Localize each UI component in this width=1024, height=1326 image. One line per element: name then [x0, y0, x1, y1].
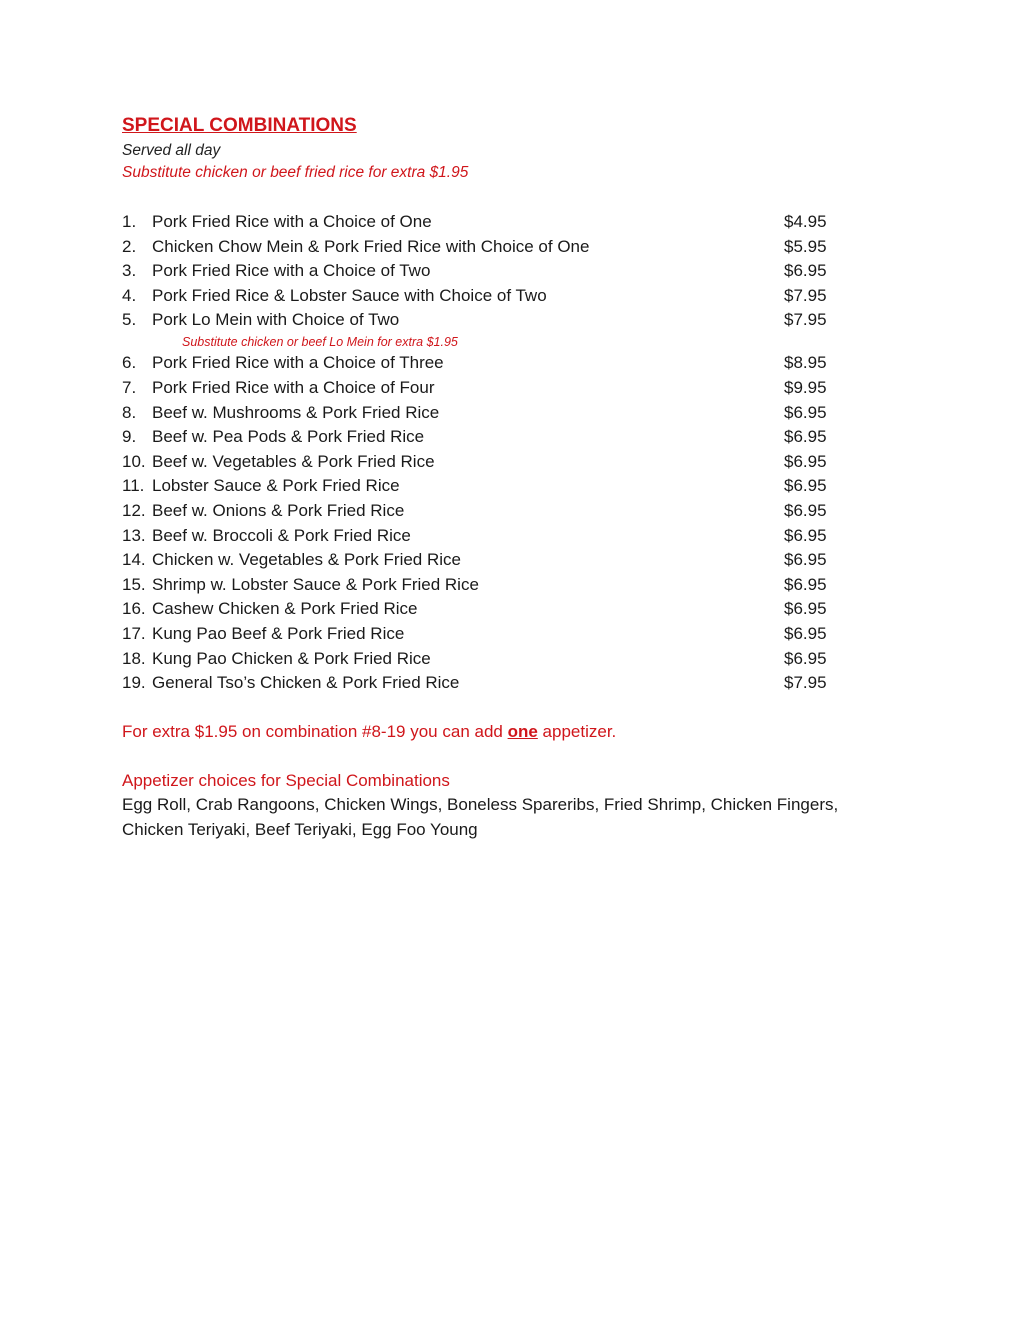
item-number: 2.: [122, 236, 137, 256]
menu-item: [122, 622, 882, 647]
item-price: $6.95: [784, 261, 827, 281]
menu-item: [122, 450, 882, 475]
menu-item: [122, 308, 882, 333]
appetizer-addon-note: [122, 720, 882, 744]
item-name: Pork Fried Rice & Lobster Sauce with Choice of Two: [152, 285, 547, 305]
item-number: 15.: [122, 574, 146, 594]
item-name: Beef w. Mushrooms & Pork Fried Rice: [152, 402, 440, 422]
menu-item: [122, 284, 882, 309]
addon-note-start: For extra $1.95 on combination #8-19 you can add: [122, 721, 508, 741]
item-number: 6.: [122, 353, 137, 373]
appetizer-heading: Appetizer choices for Special Combinations: [122, 770, 450, 790]
item-number: 18.: [122, 648, 146, 668]
item-price: $4.95: [784, 212, 827, 231]
item-price: $6.95: [784, 501, 827, 521]
item-name: Beef w. Pea Pods & Pork Fried Rice: [152, 427, 425, 447]
item-price: $9.95: [784, 378, 827, 398]
item-number: 8.: [122, 402, 137, 422]
item-name: General Tso’s Chicken & Pork Fried Rice: [152, 673, 460, 693]
menu-page: [122, 114, 882, 843]
item-name: Pork Fried Rice with a Choice of Four: [152, 378, 435, 398]
item-price: $6.95: [784, 402, 827, 422]
item-price: $6.95: [784, 476, 827, 496]
item-number: 10.: [122, 451, 146, 471]
item-name: Kung Pao Beef & Pork Fried Rice: [152, 624, 405, 643]
menu-item: [122, 425, 882, 450]
item-name: Shrimp w. Lobster Sauce & Pork Fried Rice: [152, 574, 479, 594]
menu-item: [122, 474, 882, 499]
item-substitute-note: Substitute chicken or beef Lo Mein for extra $1.95: [182, 334, 458, 349]
menu-item: [122, 499, 882, 524]
item-number: 14.: [122, 550, 146, 570]
item-name: Beef w. Onions & Pork Fried Rice: [152, 501, 405, 521]
item-price: $6.95: [784, 451, 827, 471]
item-number: 12.: [122, 501, 146, 521]
menu-item: [122, 573, 882, 598]
addon-note-emphasis: one: [507, 721, 538, 741]
item-price: $7.95: [784, 673, 827, 693]
item-name: Beef w. Vegetables & Pork Fried Rice: [152, 451, 435, 471]
item-name: Pork Fried Rice with a Choice of Three: [152, 353, 444, 373]
menu-item: [122, 210, 882, 235]
menu-item: [122, 235, 882, 260]
menu-item: [122, 259, 882, 284]
item-number: 4.: [122, 285, 137, 305]
item-name: Pork Fried Rice with a Choice of Two: [152, 261, 431, 281]
item-number: 19.: [122, 673, 146, 693]
menu-item: [122, 351, 882, 376]
item-price: $8.95: [784, 353, 827, 373]
item-price: $6.95: [784, 599, 827, 619]
item-number: 3.: [122, 261, 137, 281]
item-price: $6.95: [784, 427, 827, 447]
item-number: 11.: [122, 476, 145, 496]
combination-list: [122, 210, 882, 696]
addon-note-end: appetizer.: [537, 721, 617, 741]
menu-item: [122, 671, 882, 696]
item-price: $7.95: [784, 310, 827, 330]
item-number: 7.: [122, 378, 137, 398]
item-price: $6.95: [784, 574, 827, 594]
item-number: 9.: [122, 427, 137, 447]
served-note: Served all day: [122, 142, 221, 159]
item-number: 17.: [122, 624, 146, 643]
item-price: $6.95: [784, 550, 827, 570]
item-name: Pork Fried Rice with a Choice of One: [152, 212, 432, 231]
appetizer-list: Egg Roll, Crab Rangoons, Chicken Wings, Boneless Spareribs, Fried Shrimp, Chicken Fingers, Chicken Teriyaki, Beef Teriyaki, Egg Foo Young: [122, 795, 839, 839]
substitute-note: Substitute chicken or beef fried rice for extra $1.95: [122, 164, 469, 181]
menu-item: [122, 524, 882, 549]
item-price: $6.95: [784, 525, 827, 545]
item-name: Pork Lo Mein with Choice of Two: [152, 310, 400, 330]
item-name: Cashew Chicken & Pork Fried Rice: [152, 599, 418, 619]
item-number: 5.: [122, 310, 137, 330]
menu-item: [122, 376, 882, 401]
item-price: $6.95: [784, 624, 827, 643]
item-name: Chicken Chow Mein & Pork Fried Rice with Choice of One: [152, 236, 590, 256]
item-price: $6.95: [784, 648, 827, 668]
item-name: Kung Pao Chicken & Pork Fried Rice: [152, 648, 431, 668]
item-name: Chicken w. Vegetables & Pork Fried Rice: [152, 550, 461, 570]
item-price: $7.95: [784, 285, 827, 305]
menu-item: [122, 548, 882, 573]
item-number: 1.: [122, 212, 137, 231]
item-price: $5.95: [784, 236, 827, 256]
menu-item: [122, 401, 882, 426]
item-name: Beef w. Broccoli & Pork Fried Rice: [152, 525, 411, 545]
item-number: 16.: [122, 599, 146, 619]
item-name: Lobster Sauce & Pork Fried Rice: [152, 476, 400, 496]
item-number: 13.: [122, 525, 146, 545]
menu-item: [122, 647, 882, 672]
page-title: SPECIAL COMBINATIONS: [122, 115, 357, 136]
menu-item: [122, 597, 882, 622]
